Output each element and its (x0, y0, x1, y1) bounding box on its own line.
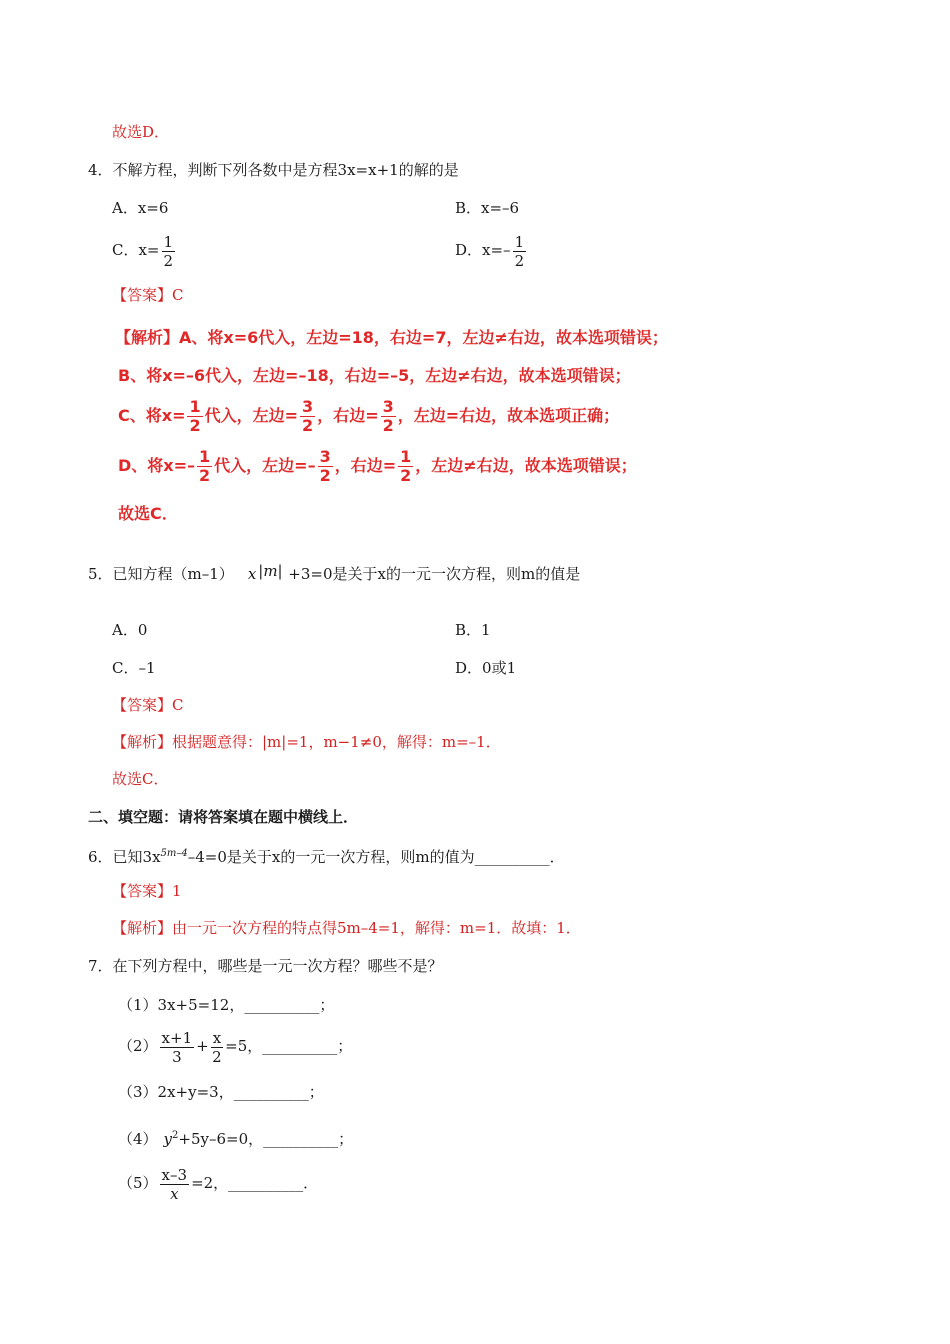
q4-stem: 4．不解方程，判断下列各数中是方程3x=x+1的解的是 (88, 161, 459, 179)
q4-analysis-b: B、将x=–6代入，左边=–18，右边=–5，左边≠右边，故本选项错误； (118, 366, 631, 385)
analysis-d-left-fraction (318, 448, 333, 485)
q6-stem-part2: –4=0是关于x的一元一次方程，则m的值为__________． (187, 848, 565, 866)
q7-item-4-tail: +5y–6=0，__________； (178, 1130, 354, 1148)
analysis-c-left-fraction (300, 398, 315, 435)
fraction-denominator: 3 (172, 1047, 182, 1066)
conclusion-prev: 故选D． (112, 123, 170, 141)
fraction-denominator: 2 (199, 466, 211, 485)
fraction-numerator: x (212, 1028, 222, 1047)
q5-stem-exponent: |m| (258, 562, 283, 580)
q7-item-2-fraction-1 (160, 1029, 195, 1066)
q6-stem (88, 844, 565, 867)
fraction-denominator: 2 (212, 1047, 222, 1066)
q7-item-4-label: （4） (118, 1130, 158, 1148)
q6-stem-exponent: 5m–4 (160, 848, 188, 859)
analysis-d-part3: ，右边= (334, 456, 397, 475)
q5-stem-x: x (247, 565, 257, 583)
fraction-numerator: x–3 (161, 1165, 188, 1184)
analysis-d-part2: 代入，左边=– (214, 456, 316, 475)
q4-analysis-a: 【解析】A、将x=6代入，左边=18，右边=7，左边≠右边，故本选项错误； (115, 328, 668, 347)
analysis-c-part2: 代入，左边= (204, 406, 299, 425)
q5-option-d: D．0或1 (455, 659, 517, 677)
fraction-denominator: 2 (514, 251, 525, 270)
analysis-d-right-fraction (398, 448, 413, 485)
q5-stem-part1: 5．已知方程（m–1） (88, 565, 234, 583)
fraction-denominator: 2 (163, 251, 174, 270)
q4-conclusion: 故选C． (118, 504, 178, 523)
analysis-c-half (187, 398, 202, 435)
q7-item-2 (118, 1026, 352, 1066)
section-fill-in-title: 二、填空题：请将答案填在题中横线上． (88, 808, 359, 826)
analysis-d-part1: D、将x=– (118, 456, 196, 475)
analysis-c-part3: ，右边= (317, 406, 379, 425)
analysis-d-part4: ，左边≠右边，故本选项错误； (415, 456, 637, 475)
fraction-denominator: 2 (382, 416, 394, 435)
analysis-c-right-fraction (381, 398, 396, 435)
q5-option-c: C．–1 (112, 659, 156, 677)
q4-option-b: B．x=–6 (455, 199, 520, 217)
q7-item-2-tail: =5，__________； (225, 1037, 353, 1055)
fraction-numerator: x+1 (161, 1028, 193, 1047)
q7-stem: 7．在下列方程中，哪些是一元一次方程？哪些不是？ (88, 957, 443, 975)
q4-analysis-c (118, 396, 619, 436)
q7-item-5-tail: =2，__________． (191, 1174, 319, 1192)
q4-option-c-prefix: C．x= (112, 241, 160, 259)
q5-conclusion: 故选C． (112, 770, 169, 788)
analysis-c-part4: ，左边=右边，故本选项正确； (397, 406, 620, 425)
q7-item-5-label: （5） (118, 1174, 158, 1192)
q4-option-d (455, 230, 528, 270)
q5-stem-part2: +3=0是关于x的一元一次方程，则m的值是 (288, 565, 581, 583)
fraction-numerator: 3 (382, 397, 394, 416)
q5-option-b: B．1 (455, 621, 491, 639)
fraction-numerator: 3 (319, 447, 331, 466)
q7-item-4 (118, 1126, 353, 1149)
q6-answer: 【答案】1 (112, 882, 182, 900)
q4-analysis-d (118, 446, 637, 486)
fraction-numerator: 1 (199, 447, 211, 466)
q5-stem (88, 564, 580, 584)
fraction-numerator: 3 (302, 397, 314, 416)
q5-option-a: A．0 (112, 621, 148, 639)
q7-item-4-y: y (163, 1130, 173, 1148)
fraction-numerator: 1 (514, 232, 525, 251)
fraction-denominator: 2 (400, 466, 412, 485)
fraction-denominator: 2 (302, 416, 314, 435)
fraction-numerator: 1 (163, 232, 174, 251)
analysis-c-part1: C、将x= (118, 406, 186, 425)
q4-option-c (112, 230, 177, 270)
q4-option-d-fraction (513, 233, 527, 270)
fraction-numerator: 1 (189, 397, 201, 416)
q7-item-5-fraction (160, 1166, 190, 1203)
q7-item-2-fraction-2 (211, 1029, 223, 1066)
q4-option-c-fraction (162, 233, 176, 270)
fraction-numerator: 1 (400, 447, 412, 466)
analysis-d-half (197, 448, 212, 485)
q4-answer: 【答案】C (112, 286, 184, 304)
q5-analysis: 【解析】根据题意得：|m|=1，m−1≠0，解得：m=–1． (112, 733, 501, 751)
q5-answer: 【答案】C (112, 696, 184, 714)
q6-analysis: 【解析】由一元一次方程的特点得5m–4=1，解得：m=1．故填：1． (112, 919, 581, 937)
fraction-denominator: x (170, 1184, 179, 1203)
q7-item-1: （1）3x+5=12，__________； (118, 996, 335, 1014)
q7-item-5 (118, 1163, 318, 1203)
q6-stem-part1: 6．已知3x (88, 848, 161, 866)
q7-item-3: （3）2x+y=3，__________； (118, 1083, 324, 1101)
fraction-denominator: 2 (189, 416, 201, 435)
q7-item-2-label: （2） (118, 1037, 158, 1055)
q7-item-2-plus: + (196, 1037, 209, 1055)
q4-option-a: A．x=6 (112, 199, 169, 217)
q7-item-4-exponent: 2 (172, 1130, 179, 1141)
fraction-denominator: 2 (319, 466, 331, 485)
q4-option-d-prefix: D．x=– (455, 241, 511, 259)
